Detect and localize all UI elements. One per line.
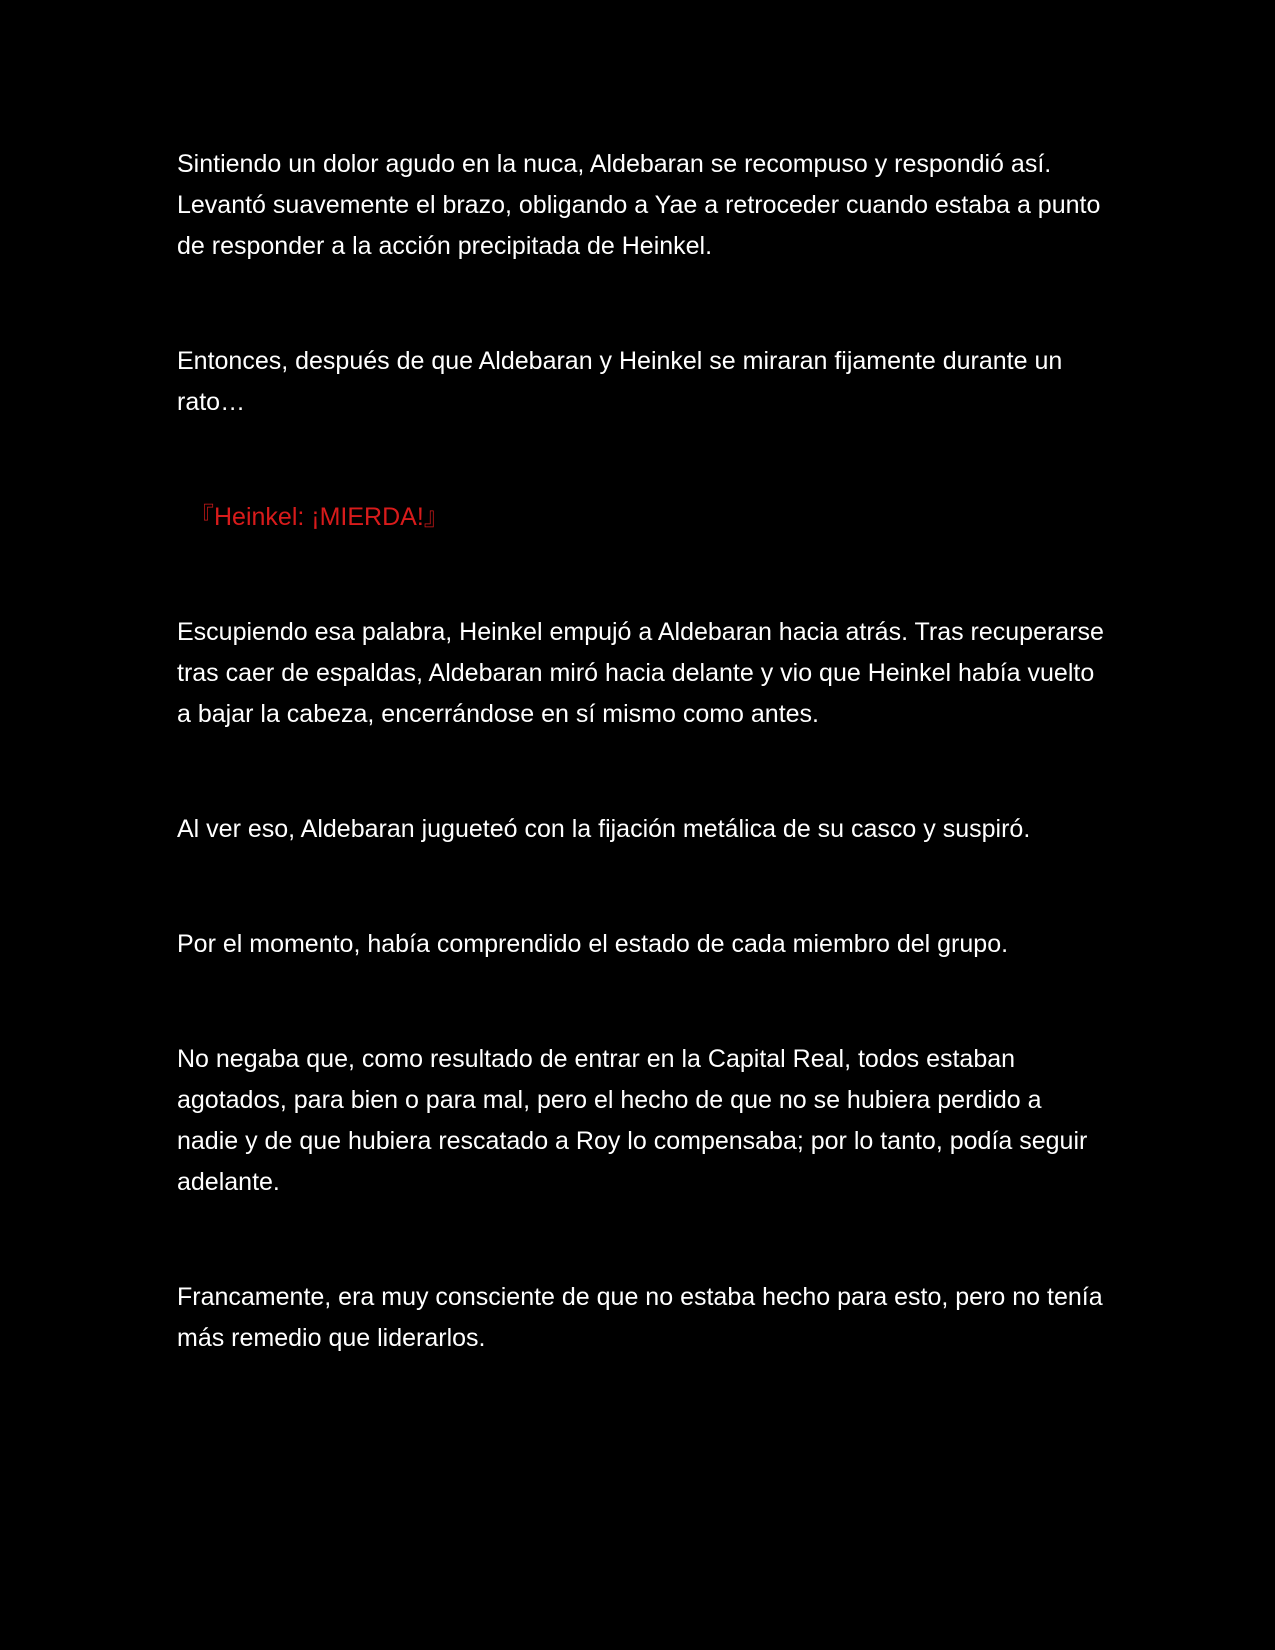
paragraph-7: Francamente, era muy consciente de que no estaba hecho para esto, pero no tenía más remedio que liderarlos. [177, 1283, 1103, 1352]
paragraph-6: No negaba que, como resultado de entrar en la Capital Real, todos estaban agotados, para bien o para mal, pero el hecho de que no se hubiera perdido a nadie y de que hubiera rescatado a Roy lo compensaba; por lo tanto, podía seguir adelante. [177, 1045, 1088, 1196]
paragraph-3: Escupiendo esa palabra, Heinkel empujó a Aldebaran hacia atrás. Tras recuperarse tras caer de espaldas, Aldebaran miró hacia delante y vio que Heinkel había vuelto a bajar la cabeza, encerrándose en sí mismo como antes. [177, 618, 1104, 728]
paragraph-1: Sintiendo un dolor agudo en la nuca, Aldebaran se recompuso y respondió así. Levantó suavemente el brazo, obligando a Yae a retroceder cuando estaba a punto de responder a la acción precipitada de Heinkel. [177, 150, 1101, 260]
document-body [177, 144, 1107, 1359]
dialogue-line: 『Heinkel: ¡MIERDA!』 [189, 503, 449, 531]
paragraph-5: Por el momento, había comprendido el estado de cada miembro del grupo. [177, 930, 1009, 958]
paragraph-2: Entonces, después de que Aldebaran y Heinkel se miraran fijamente durante un rato… [177, 347, 1063, 416]
paragraph-4: Al ver eso, Aldebaran jugueteó con la fijación metálica de su casco y suspiró. [177, 815, 1031, 843]
